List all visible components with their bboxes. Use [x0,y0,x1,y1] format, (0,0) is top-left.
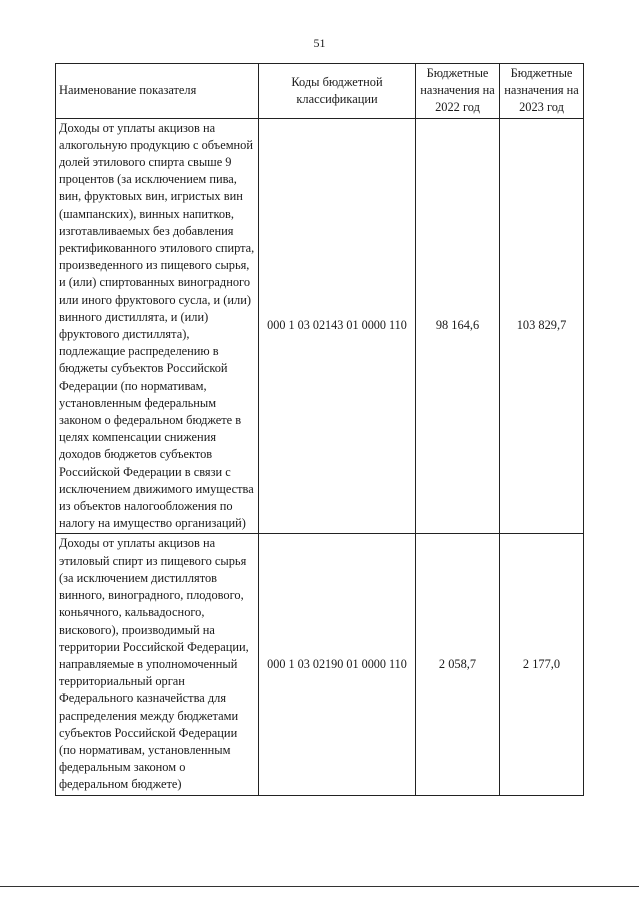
table-row [56,118,584,534]
page-number: 51 [313,36,326,50]
budget-2023-cell: 103 829,7 [500,118,584,534]
budget-2022-cell: 98 164,6 [416,118,500,534]
budget-2022-cell: 2 058,7 [416,534,500,795]
budget-table [55,63,584,796]
budget-2023-cell: 2 177,0 [500,534,584,795]
table-row [56,534,584,795]
header-budget-2022: Бюджетные назначения на 2022 год [416,64,500,119]
indicator-name-cell: Доходы от уплаты акцизов на этиловый спирт из пищевого сырья (за исключением дистиллятов винного, виноградного, плодового, коньячного, кальвадосного, вискового), производимый на территории Российской Федерации, направляемые в уполномоченный территориальный орган Федерального казначейства для распределения между бюджетами субъектов Российской Федерации (по нормативам, установленным федеральным законом о федеральном бюджете) [56,534,259,795]
indicator-name-cell: Доходы от уплаты акцизов на алкогольную продукцию с объемной долей этилового спирта свыше 9 процентов (за исключением пива, вин, фруктовых вин, игристых вин (шампанских), винных напитков, изготавливаемых без добавления ректификованного этилового спирта, произведенного из пищевого сырья, и (или) спиртованных виноградного или иного фруктового сусла, и (или) винного дистиллята, и (или) фруктового дистиллята), подлежащие распределению в бюджеты субъектов Российской Федерации (по нормативам, установленным федеральным законом о федеральном бюджете в целях компенсации снижения доходов бюджетов субъектов Российской Федерации в связи с исключением движимого имущества из объектов налогообложения по налогу на имущество организаций) [56,118,259,534]
table-header-row [56,64,584,119]
classification-code-cell: 000 1 03 02143 01 0000 110 [259,118,416,534]
header-indicator-name: Наименование показателя [56,64,259,119]
header-budget-2023: Бюджетные назначения на 2023 год [500,64,584,119]
classification-code-cell: 000 1 03 02190 01 0000 110 [259,534,416,795]
footer-divider [0,886,639,887]
header-classification-codes: Коды бюджетной классификации [259,64,416,119]
